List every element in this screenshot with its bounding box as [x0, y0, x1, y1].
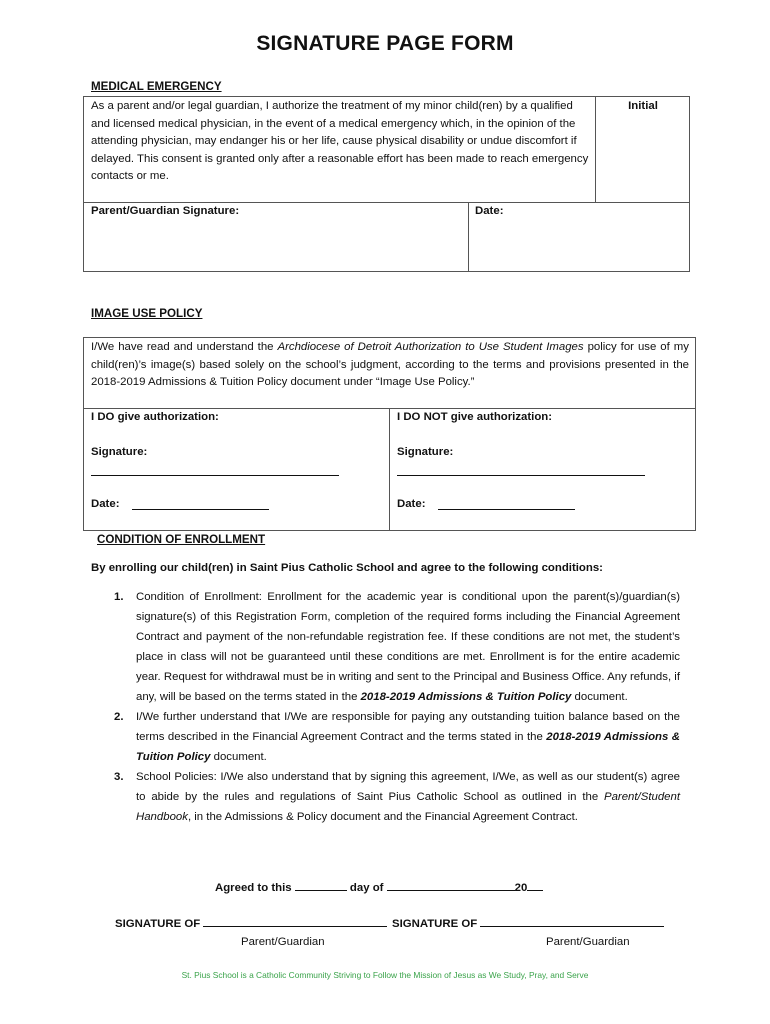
signature-of-1	[115, 915, 387, 934]
condition-emphasis: 2018-2019 Admissions & Tuition Policy	[136, 731, 680, 763]
give-signature-line[interactable]	[91, 475, 339, 476]
condition-text: School Policies: I/We also understand that by signing this agreement, I/We, as well as our student(s) agree to abide by the rules and regulations of Saint Pius Catholic School as outlined in the	[136, 771, 680, 803]
give-date-line[interactable]	[132, 509, 269, 510]
year-prefix: 20	[514, 882, 528, 894]
day-of-label: day of	[349, 882, 384, 894]
parent-guardian-caption-1: Parent/Guardian	[241, 936, 325, 948]
parent-signature-label: Parent/Guardian Signature:	[91, 205, 240, 217]
agreed-day-field[interactable]	[295, 879, 347, 891]
medical-date-field[interactable]	[472, 222, 686, 268]
footer-mission-statement: St. Pius School is a Catholic Community Striving to Follow the Mission of Jesus as We Study, Pray, and Serve	[181, 970, 589, 980]
condition-number: 3.	[114, 771, 124, 783]
not-give-signature-line[interactable]	[397, 475, 645, 476]
give-signature-label: Signature:	[91, 446, 148, 458]
give-authorization-label: I DO give authorization:	[91, 411, 219, 423]
medical-date-label: Date:	[475, 205, 504, 217]
condition-item-1	[114, 587, 680, 707]
agreed-month-field[interactable]	[387, 879, 515, 891]
condition-emphasis: 2018-2019 Admissions & Tuition Policy	[360, 691, 572, 703]
agreed-line	[215, 879, 543, 898]
give-date-label: Date:	[91, 498, 120, 510]
signature-of-2	[392, 915, 664, 934]
condition-text-end: document.	[571, 691, 628, 703]
parent-signature-line-2[interactable]	[480, 915, 664, 927]
enrollment-conditions	[114, 587, 680, 827]
initial-label: Initial	[628, 100, 658, 112]
image-use-text-end: policy for use of my child(ren)’s image(s) based solely on the school’s judgment, according to the terms and provisions presented in the 2018-2019 Admissions & Tuition Policy document under “Image Use Policy.”	[91, 341, 689, 388]
medical-consent-text: As a parent and/or legal guardian, I authorize the treatment of my minor child(ren) by a qualified and licensed medical physician, in the event of a medical emergency which, in the opinion of the attending physician, may endanger his or her life, cause physical disability or undue discomfort if delayed. This consent is granted only after a reasonable effort has been made to reach emergency contacts or me.	[91, 100, 589, 182]
condition-text-end: document.	[210, 751, 267, 763]
initial-field[interactable]	[600, 120, 684, 198]
page-title: SIGNATURE PAGE FORM	[256, 32, 514, 55]
condition-emphasis: Parent/Student Handbook	[136, 791, 680, 823]
image-use-text-start: I/We have read and understand the	[91, 341, 278, 353]
parent-guardian-caption-2: Parent/Guardian	[546, 936, 630, 948]
parent-signature-line-1[interactable]	[203, 915, 387, 927]
agreed-to-this-label: Agreed to this	[215, 882, 292, 894]
not-give-signature-label: Signature:	[397, 446, 454, 458]
image-use-text	[91, 339, 689, 392]
condition-item-2	[114, 707, 680, 767]
condition-text-end: , in the Admissions & Policy document and the Financial Agreement Contract.	[187, 811, 578, 823]
enrollment-heading: CONDITION OF ENROLLMENT	[97, 533, 266, 546]
signature-of-label-2: SIGNATURE OF	[392, 918, 478, 930]
not-give-date-line[interactable]	[438, 509, 575, 510]
conditions-list	[114, 587, 680, 827]
condition-text: Condition of Enrollment: Enrollment for the academic year is conditional upon the parent(s)/guardian(s) signature(s) of this Registration Form, completion of the required forms including the Financial Agreement Contract and payment of the non-refundable registration fee. If these conditions are not met, the student’s place in class will not be guaranteed until these conditions are met. Enrollment is for the entire academic year. Request for withdrawal must be in writing and sent to the Principal and Business Office. Any refunds, if any, will be based on the terms stated in the	[136, 591, 680, 703]
image-use-policy-title: Archdiocese of Detroit Authorization to Use Student Images	[277, 341, 584, 353]
parent-signature-field[interactable]	[88, 222, 464, 268]
condition-number: 2.	[114, 711, 124, 723]
enrollment-intro: By enrolling our child(ren) in Saint Pius Catholic School and agree to the following conditions:	[91, 562, 603, 574]
not-give-date-label: Date:	[397, 498, 426, 510]
medical-emergency-heading: MEDICAL EMERGENCY	[91, 80, 222, 93]
image-use-col-divider	[389, 408, 390, 531]
image-use-heading: IMAGE USE POLICY	[91, 307, 203, 320]
agreed-year-field[interactable]	[527, 879, 543, 891]
condition-item-3	[114, 767, 680, 827]
signature-of-label-1: SIGNATURE OF	[115, 918, 201, 930]
condition-text: I/We further understand that I/We are responsible for paying any outstanding tuition balance based on the terms described in the Financial Agreement Contract and the terms stated in the	[136, 711, 680, 743]
not-give-authorization-label: I DO NOT give authorization:	[397, 411, 553, 423]
condition-number: 1.	[114, 591, 124, 603]
date-divider	[468, 202, 469, 272]
